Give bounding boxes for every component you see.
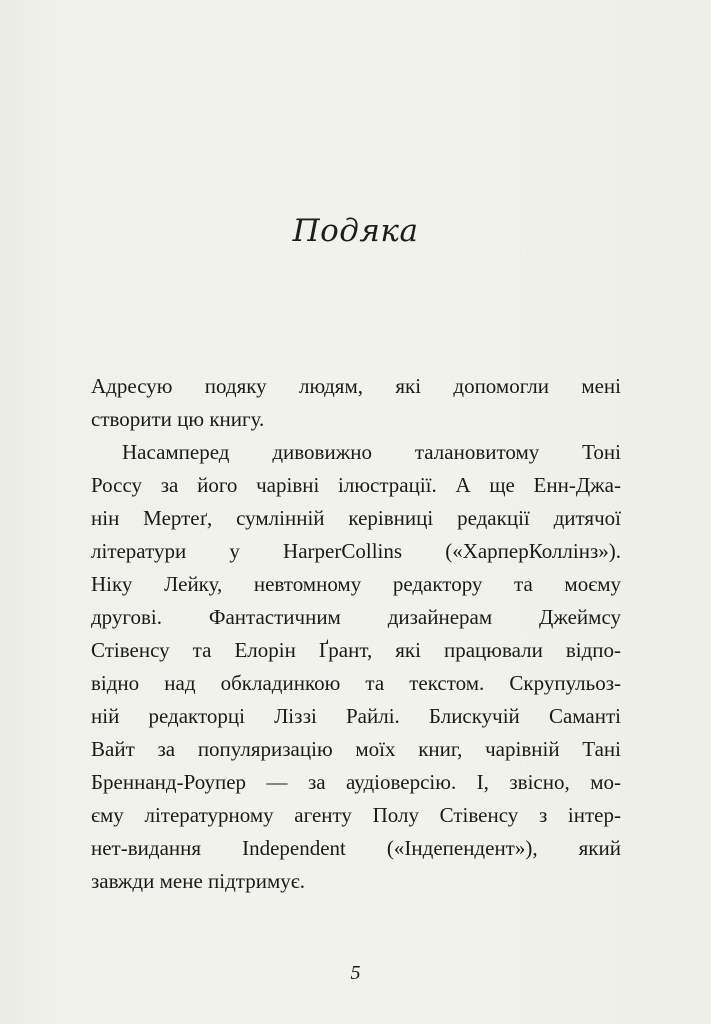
text-line: Россу за його чарівні ілюстрації. А ще Енн-Джа-: [91, 473, 621, 497]
text-line: Вайт за популяризацію моїх книг, чарівній Тані: [91, 737, 621, 761]
text-line: Бреннанд-Роупер — за аудіоверсію. І, звісно, мо-: [91, 770, 621, 794]
text-line: Стівенсу та Елорін Ґрант, які працювали відпо-: [91, 638, 621, 662]
text-line: завжди мене підтримує.: [91, 869, 306, 893]
page-number: 5: [350, 962, 361, 984]
text-line: створити цю книгу.: [91, 407, 265, 431]
text-line: нін Мертеґ, сумлінній керівниці редакції дитячої: [91, 506, 621, 530]
text-line: Насамперед дивовижно талановитому Тоні: [122, 440, 621, 464]
text-line: відно над обкладинкою та текстом. Скрупульоз-: [91, 671, 621, 695]
text-line: літератури у HarperCollins («ХарперКоллінз»).: [91, 539, 621, 563]
text-line: другові. Фантастичним дизайнерам Джеймсу: [91, 605, 621, 629]
text-line: Адресую подяку людям, які допомогли мені: [91, 374, 621, 398]
chapter-title: Подяка: [292, 213, 419, 249]
text-line: ній редакторці Ліззі Райлі. Блискучій Саманті: [91, 704, 621, 728]
text-line: єму літературному агенту Полу Стівенсу з інтер-: [91, 803, 621, 827]
text-line: нет-видання Independent («Індепендент»), який: [91, 836, 621, 860]
acknowledgements-text: [91, 370, 621, 898]
text-line: Ніку Лейку, невтомному редактору та моєму: [91, 572, 621, 596]
